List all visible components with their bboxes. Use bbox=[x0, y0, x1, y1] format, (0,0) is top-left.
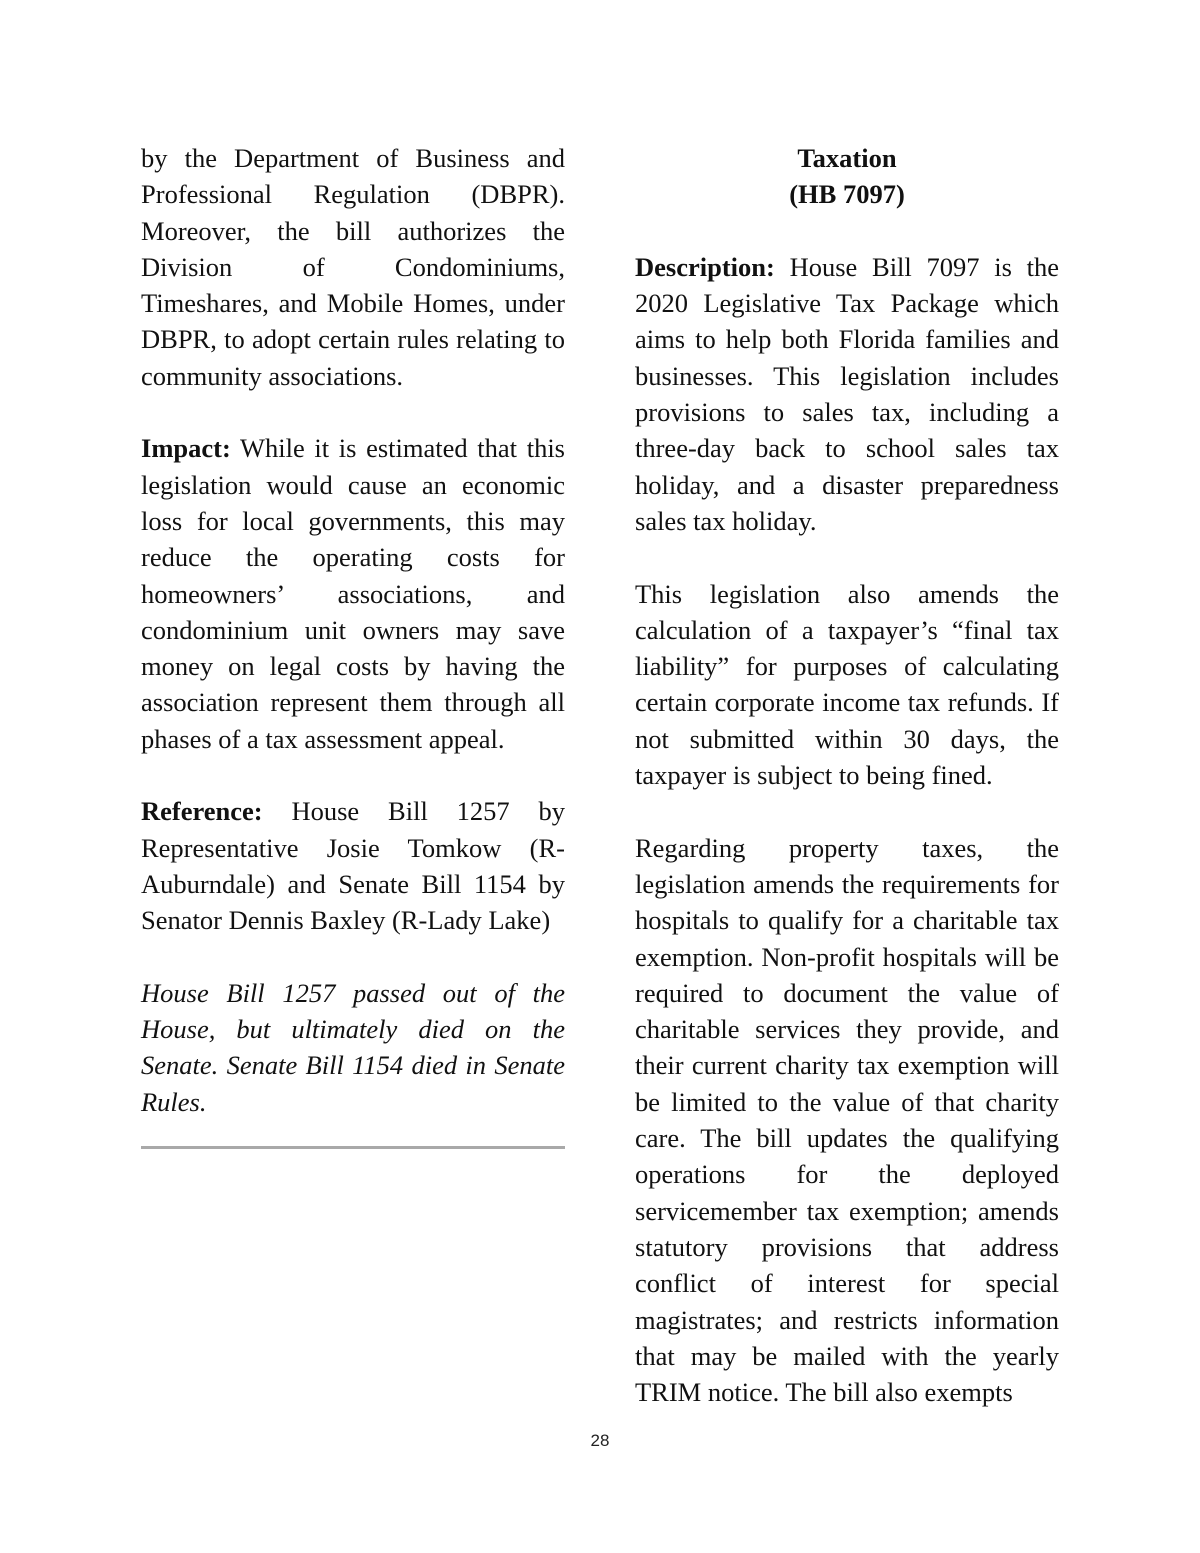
impact-paragraph bbox=[141, 430, 565, 757]
tax-liability-text: This legislation also amends the calculation of a taxpayer’s “final tax liability” for purposes of calculating certain corporate income tax refunds. If not submitted within 30 days, the taxpayer is subject to being fined. bbox=[635, 578, 1059, 791]
status-note bbox=[141, 975, 565, 1120]
description-label: Description: bbox=[635, 251, 775, 282]
property-taxes-paragraph bbox=[635, 830, 1059, 1411]
impact-label: Impact: bbox=[141, 433, 231, 464]
section-bill-number: (HB 7097) bbox=[789, 179, 905, 210]
page-number: 28 bbox=[590, 1431, 610, 1450]
property-taxes-text: Regarding property taxes, the legislation amends the requirements for hospitals to qualify for a charitable tax exemption. Non-profit hospitals will be required to document the value of charitable services they provide, and their current charity tax exemption will be limited to the value of that charity care. The bill updates the qualifying operations for the deployed servicemember tax exemption; amends statutory provisions that address conflict of interest for special magistrates; and restricts information that may be mailed with the yearly TRIM notice. The bill also exempts bbox=[635, 832, 1059, 1408]
section-heading bbox=[635, 140, 1059, 213]
tax-liability-paragraph bbox=[635, 576, 1059, 794]
right-column bbox=[635, 140, 1059, 1447]
description-paragraph bbox=[635, 249, 1059, 539]
impact-text: While it is estimated that this legislation would cause an economic loss for local governments, this may reduce the operating costs for homeowners’ associations, and condominium unit owners may save money on legal costs by having the association represent them through all phases of a tax assessment appeal. bbox=[141, 433, 565, 754]
status-note-text: House Bill 1257 passed out of the House, but ultimately died on the Senate. Senate Bill 1154 died in Senate Rules. bbox=[141, 977, 565, 1117]
section-divider bbox=[141, 1146, 565, 1149]
left-column bbox=[141, 140, 565, 1149]
reference-text: House Bill 1257 by Representative Josie Tomkow (R-Auburndale) and Senate Bill 1154 by Senator Dennis Baxley (R-Lady Lake) bbox=[141, 796, 566, 936]
reference-label: Reference: bbox=[141, 796, 263, 827]
reference-paragraph bbox=[141, 793, 565, 938]
description-text: House Bill 7097 is the 2020 Legislative Tax Package which aims to help both Florida families and businesses. This legislation includes provisions to sales tax, including a three-day back to school sales tax holiday, and a disaster preparedness sales tax holiday. bbox=[635, 251, 1060, 536]
continuation-paragraph bbox=[141, 140, 565, 394]
continuation-text: by the Department of Business and Professional Regulation (DBPR). Moreover, the bill authorizes the Division of Condominiums, Timeshares, and Mobile Homes, under DBPR, to adopt certain rules relating to community associations. bbox=[141, 143, 565, 391]
section-title: Taxation bbox=[797, 143, 897, 173]
